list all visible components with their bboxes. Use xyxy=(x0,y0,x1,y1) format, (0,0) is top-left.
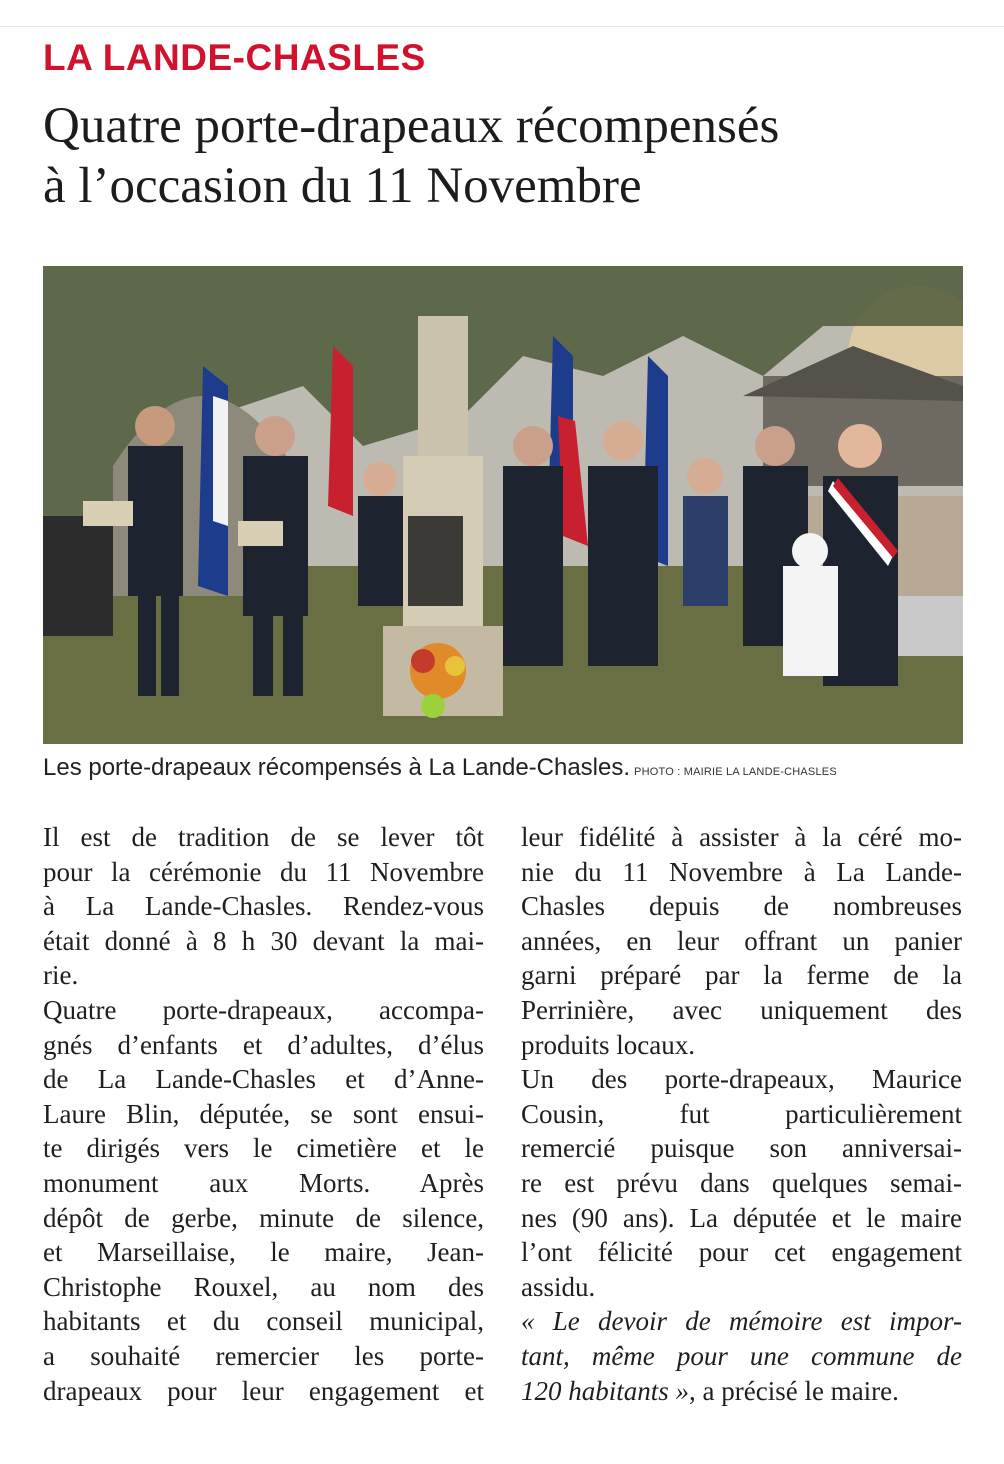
body-line: Un des porte-drapeaux, Maurice xyxy=(521,1064,962,1095)
body-line: Laure Blin, députée, se sont ensui- xyxy=(43,1098,484,1129)
body-line: re est prévu dans quelques semai- xyxy=(521,1167,962,1198)
body-line: Christophe Rouxel, au nom des xyxy=(43,1271,484,1302)
body-line: années, en leur offrant un panier xyxy=(521,925,962,956)
body-line: l’ont félicité pour cet engagement xyxy=(521,1237,962,1268)
headline-line: Quatre porte-drapeaux récompensés xyxy=(43,98,780,154)
quote-line: tant, même pour une commune de xyxy=(521,1340,962,1371)
body-line: nie du 11 Novembre à La Lande- xyxy=(521,856,962,887)
body-line: garni préparé par la ferme de la xyxy=(521,960,962,991)
body-line: à La Lande-Chasles. Rendez-vous xyxy=(43,891,484,922)
headline xyxy=(43,96,973,216)
quote-line: « Le devoir de mémoire est impor- xyxy=(521,1306,962,1337)
section-kicker: LA LANDE-CHASLES xyxy=(43,37,426,78)
body-line: Chasles depuis de nombreuses xyxy=(521,891,962,922)
body-line: a souhaité remercier les porte- xyxy=(43,1340,484,1371)
quote-line-last xyxy=(521,1374,962,1409)
body-column-right xyxy=(521,820,962,1408)
photo-credit: PHOTO : MAIRIE LA LANDE-CHASLES xyxy=(634,766,837,778)
quote-italic-end: 120 habitants » xyxy=(521,1375,690,1406)
photo-caption xyxy=(43,754,968,782)
body-line: te dirigés vers le cimetière et le xyxy=(43,1133,484,1164)
body-line: nes (90 ans). La députée et le maire xyxy=(521,1202,962,1233)
body-line: et Marseillaise, le maire, Jean- xyxy=(43,1237,484,1268)
body-column-left xyxy=(43,820,484,1408)
body-line: pour la cérémonie du 11 Novembre xyxy=(43,856,484,887)
quote-attribution: , a précisé le maire. xyxy=(689,1375,899,1406)
body-line: habitants et du conseil municipal, xyxy=(43,1306,484,1337)
body-line: Perrinière, avec uniquement des xyxy=(521,994,962,1025)
body-line: leur fidélité à assister à la céré mo- xyxy=(521,822,962,852)
caption-text: Les porte-drapeaux récompensés à La Lande-Chasles. xyxy=(43,754,631,781)
top-divider xyxy=(0,26,1004,27)
body-line: gnés d’enfants et d’adultes, d’élus xyxy=(43,1029,484,1060)
body-line: drapeaux pour leur engagement et xyxy=(43,1375,484,1406)
body-line: était donné à 8 h 30 devant la mai- xyxy=(43,925,484,956)
body-line: remercié puisque son anniversai- xyxy=(521,1133,962,1164)
body-line: rie. xyxy=(43,960,79,991)
body-line: Cousin, fut particulièrement xyxy=(521,1098,962,1129)
article-photo xyxy=(43,266,963,744)
body-line: Quatre porte-drapeaux, accompa- xyxy=(43,994,484,1025)
body-line: monument aux Morts. Après xyxy=(43,1167,484,1198)
body-line: produits locaux. xyxy=(521,1029,695,1060)
body-line: Il est de tradition de se lever tôt xyxy=(43,822,484,852)
body-line: de La Lande-Chasles et d’Anne- xyxy=(43,1064,484,1095)
headline-line: à l’occasion du 11 Novembre xyxy=(43,158,642,214)
body-line: assidu. xyxy=(521,1271,596,1302)
body-line: dépôt de gerbe, minute de silence, xyxy=(43,1202,484,1233)
